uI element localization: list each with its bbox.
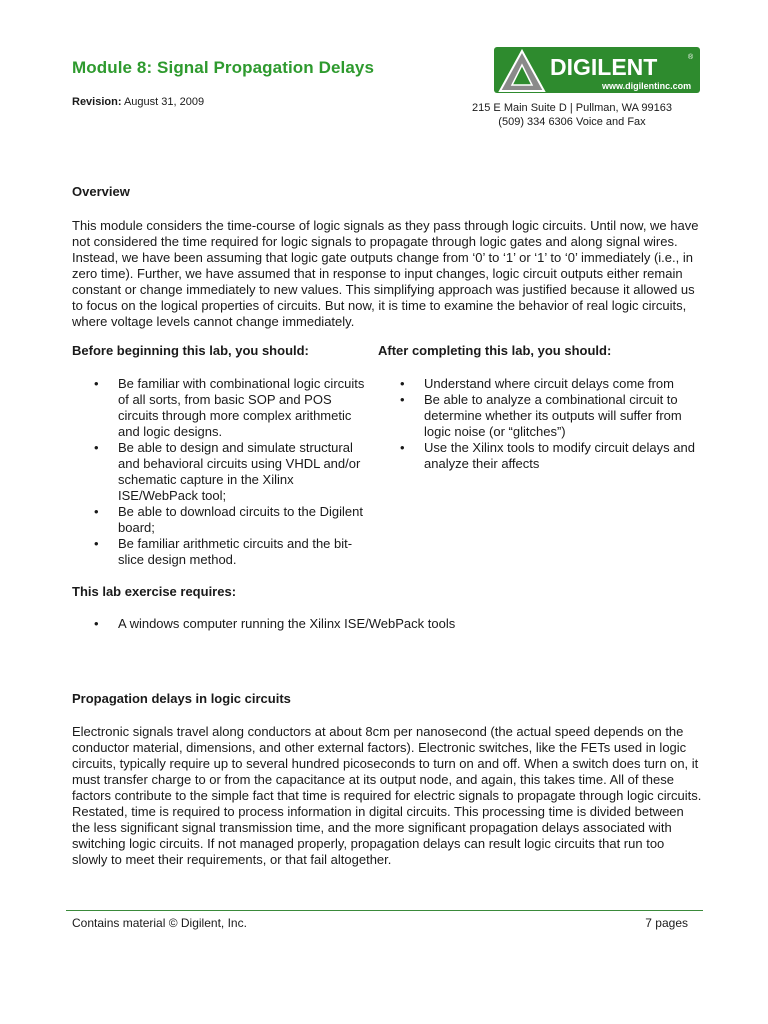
after-heading: After completing this lab, you should: (378, 343, 612, 358)
overview-text: This module considers the time-course of logic signals as they pass through logic circuits. Until now, we have not considered the time required for logic signals to propagate through logic gates and along signal wires. Instead, we have been assuming that logic gate outputs change from ‘0’ to ‘1’ or ‘1’ to ‘0’ immediately (i.e., in zero time). Further, we have assumed that in response to input changes, logic circuit outputs either remain constant or change immediately to new values. This simplifying approach was justified because it allowed us to focus on the logical properties of circuits. But now, it is time to examine the behavior of real logic circuits, where voltage levels cannot change immediately. (72, 218, 699, 329)
revision-date: August 31, 2009 (123, 96, 205, 108)
footer-copyright: Contains material © Digilent, Inc. (72, 916, 247, 930)
requires-list (72, 616, 692, 632)
list-item: • A windows computer running the Xilinx ISE/WebPack tools (72, 616, 692, 632)
list-item: • Be able to download circuits to the Digilent board; (72, 504, 370, 536)
revision-label: Revision: (72, 96, 122, 108)
before-list (72, 376, 370, 568)
logo-text: DIGILENT (550, 54, 658, 80)
logo-registered: ® (688, 54, 694, 61)
list-item: • Understand where circuit delays come from (378, 376, 698, 392)
propagation-text: Electronic signals travel along conductors at about 8cm per nanosecond (the actual speed depends on the conductor material, dimensions, and other external factors). Electronic switches, like the FETs used in logic circuits, typically require up to several hundred picoseconds to turn on and off. When a switch does turn on, it must transfer charge to or from the capacitance at its output node, and again, this takes time. All of these factors contribute to the simple fact that time is required for electric signals to propagate through logic circuits. Restated, time is required to process information in digital circuits. This processing time is divided between the less significant signal transmission time, and the more significant propagation delays associated with switching logic circuits. If not managed properly, propagation delays can result logic circuits that run too slowly to meet their requirements, or that fail altogether. (72, 724, 702, 867)
list-item: • Be able to analyze a combinational circuit to determine whether its outputs will suffer from logic noise (or “glitches”) (378, 392, 698, 440)
digilent-logo (492, 45, 702, 95)
before-heading: Before beginning this lab, you should: (72, 343, 309, 358)
overview-heading: Overview (72, 184, 130, 199)
after-list (378, 376, 698, 472)
address-line-2: (509) 334 6306 Voice and Fax (498, 116, 646, 128)
list-item: • Be able to design and simulate structural and behavioral circuits using VHDL and/or schematic capture in the Xilinx ISE/WebPack tool; (72, 440, 370, 504)
footer-page-count: 7 pages (645, 916, 688, 930)
address-line-1: 215 E Main Suite D | Pullman, WA 99163 (472, 102, 672, 114)
logo-url: www.digilentinc.com (602, 81, 692, 91)
revision (72, 96, 204, 108)
propagation-heading: Propagation delays in logic circuits (72, 691, 291, 706)
list-item: • Be familiar arithmetic circuits and the bit-slice design method. (72, 536, 370, 568)
list-item: • Be familiar with combinational logic circuits of all sorts, from basic SOP and POS circuits through more complex arithmetic and logic designs. (72, 376, 370, 440)
requires-heading: This lab exercise requires: (72, 584, 237, 599)
address (442, 101, 702, 129)
page-title: Module 8: Signal Propagation Delays (72, 58, 374, 77)
list-item: • Use the Xilinx tools to modify circuit delays and analyze their affects (378, 440, 698, 472)
footer-divider (66, 910, 703, 911)
